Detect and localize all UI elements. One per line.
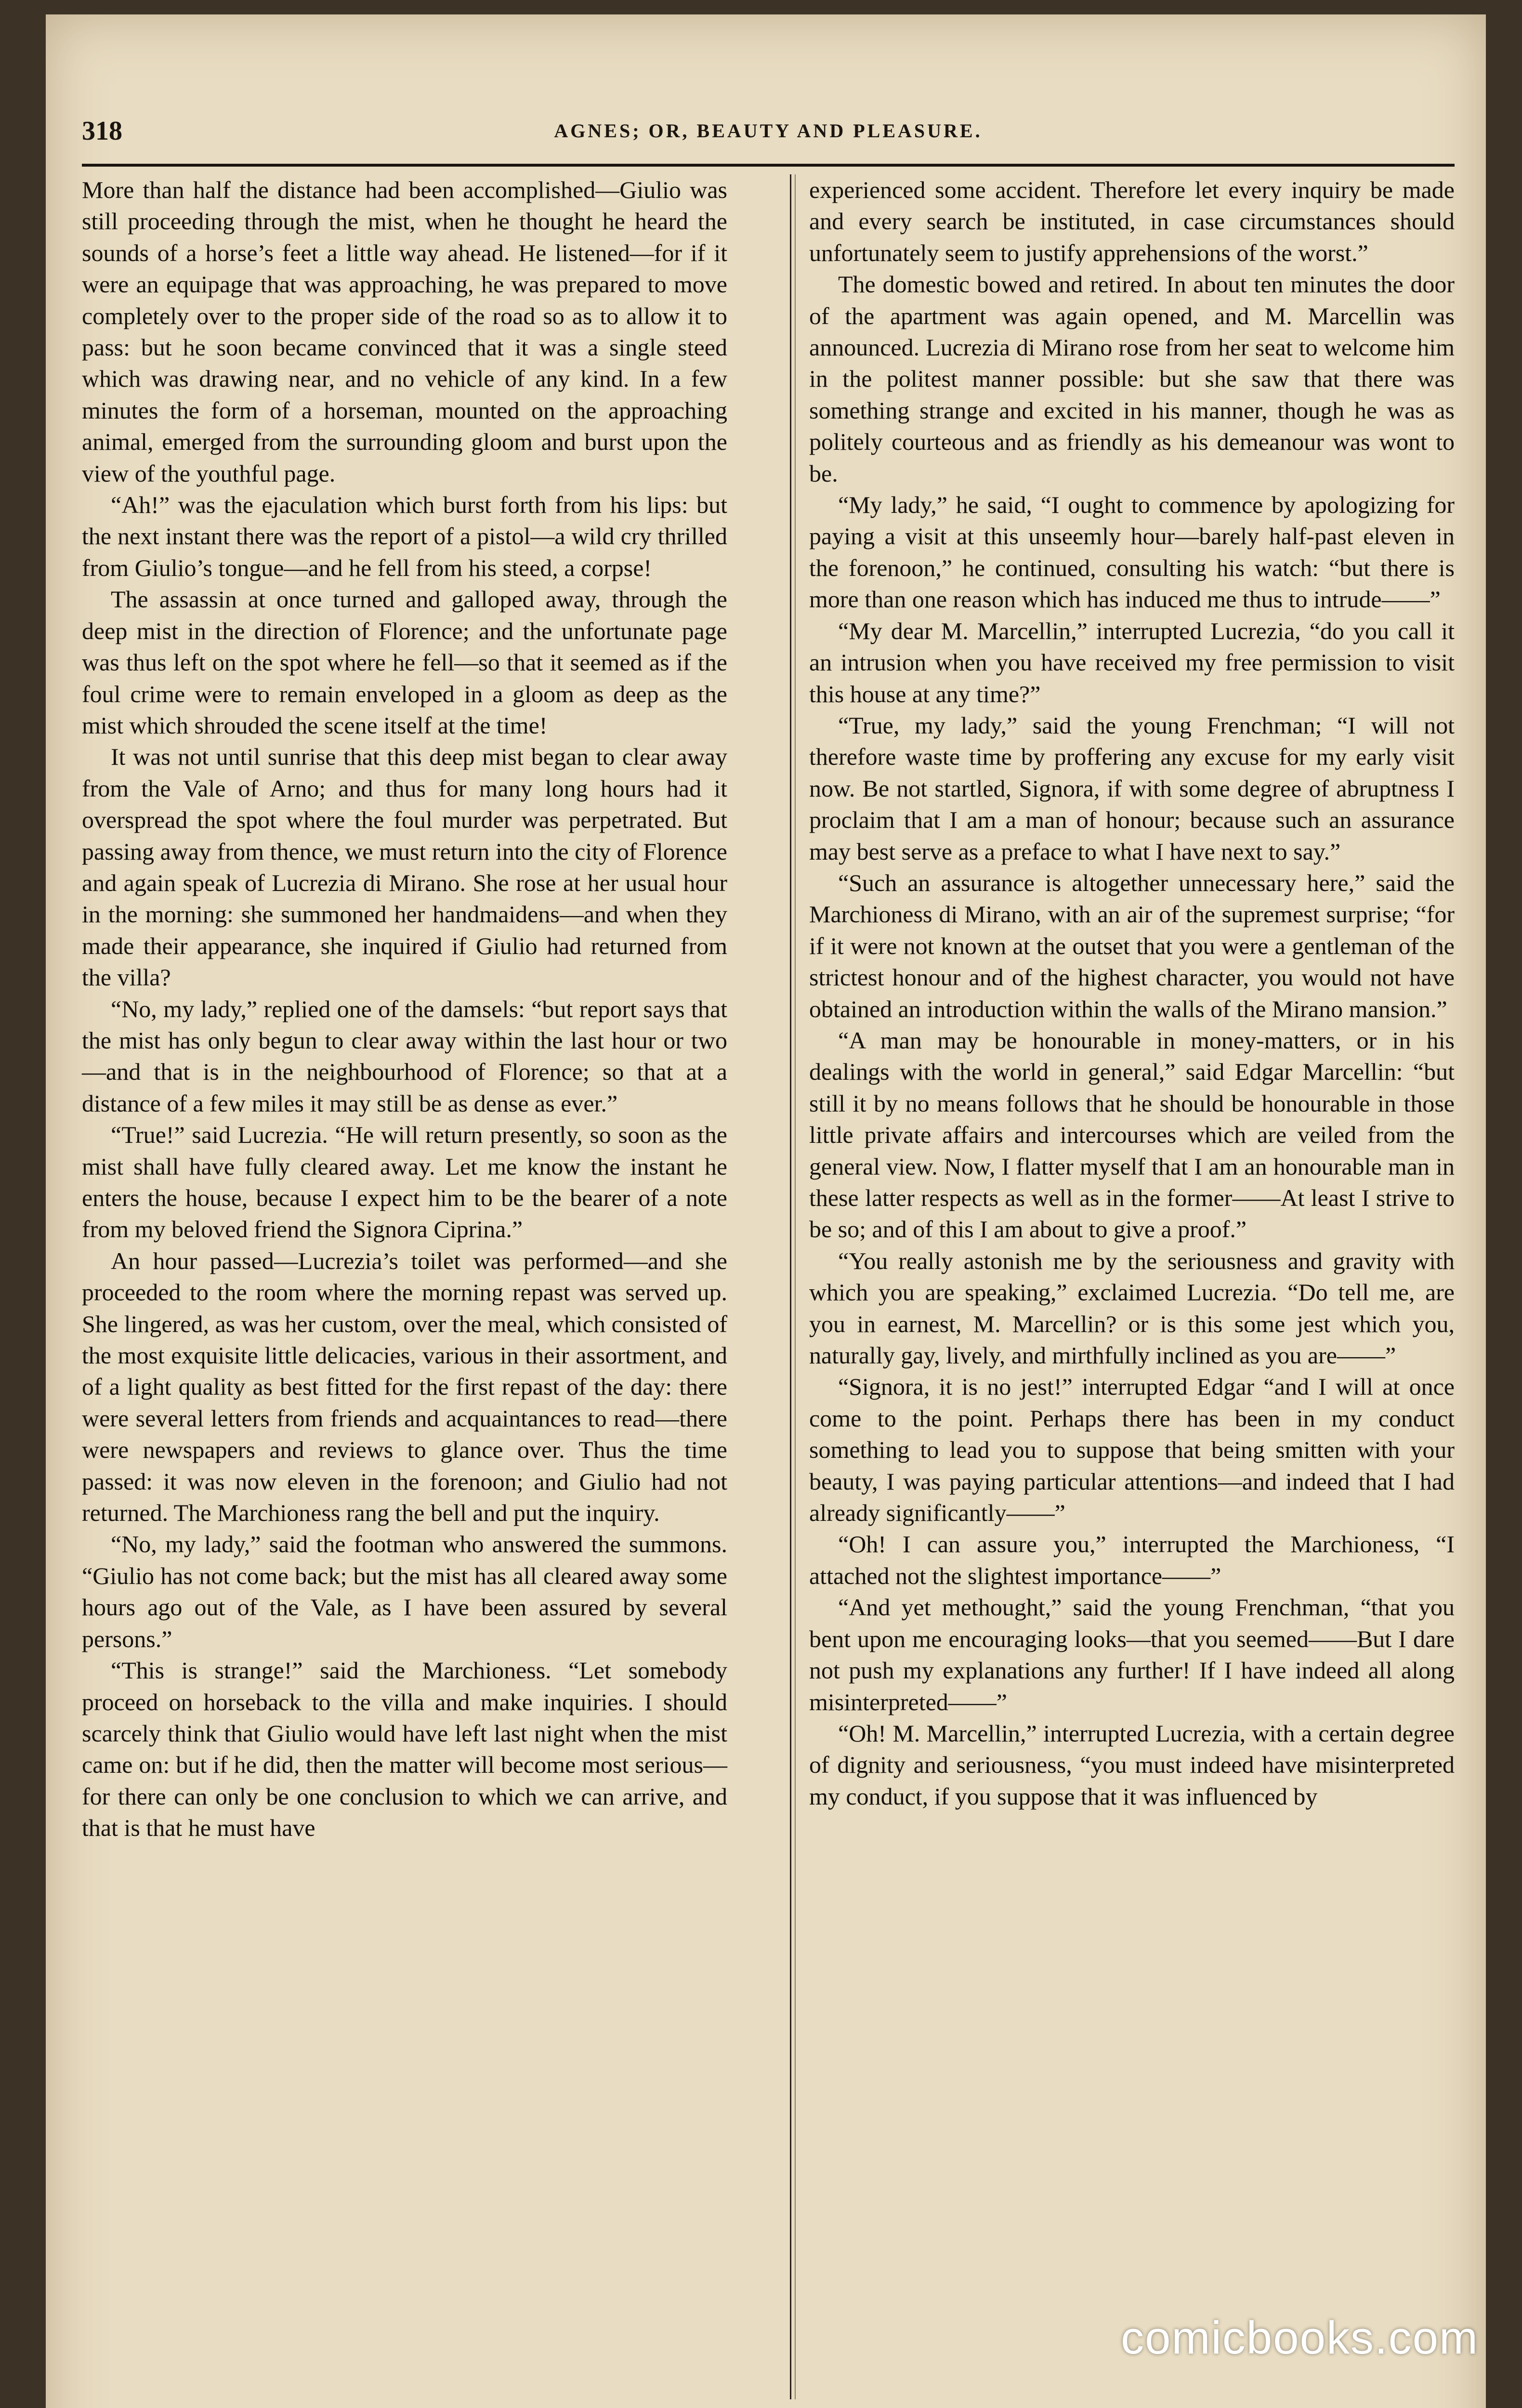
left-column <box>82 174 727 1844</box>
running-header <box>82 111 1455 159</box>
column-divider <box>790 174 791 2399</box>
paragraph: “Oh! I can assure you,” interrupted the Marchioness, “I attached not the slightest importance——” <box>809 1531 1455 1589</box>
paragraph: “Ah!” was the ejaculation which burst forth from his lips: but the next instant there was the report of a pistol—a wild cry thrilled from Giulio’s tongue—and he fell from his steed, a corpse! <box>82 491 727 581</box>
column-divider <box>795 174 796 2399</box>
right-column <box>809 174 1455 1812</box>
paragraph: “No, my lady,” said the footman who answered the summons. “Giulio has not come back; but the mist has all cleared away some hours ago out of the Vale, as I have been assured by several persons.” <box>82 1531 727 1652</box>
paragraph: “You really astonish me by the seriousness and gravity with which you are speaking,” exclaimed Lucrezia. “Do tell me, are you in earnest, M. Marcellin? or is this some jest which you, naturally gay, lively, and mirthfully inclined as you are——” <box>809 1247 1455 1369</box>
paragraph: “True, my lady,” said the young Frenchman; “I will not therefore waste time by proffering any excuse for my early visit now. Be not startled, Signora, if with some degree of abruptness I proclaim that I am a man of honour; because such an assurance may best serve as a preface to what I have next to say.” <box>809 711 1455 865</box>
page-number: 318 <box>82 116 122 146</box>
paragraph: “No, my lady,” replied one of the damsels: “but report says that the mist has only begun to clear away within the last hour or two—and that is in the neighbourhood of Florence; so that at a distance of a few miles it may still be as dense as ever.” <box>82 995 727 1117</box>
paragraph: “My dear M. Marcellin,” interrupted Lucrezia, “do you call it an intrusion when you have received my free permission to visit this house at any time?” <box>809 617 1455 707</box>
paragraph: “True!” said Lucrezia. “He will return presently, so soon as the mist shall have fully cleared away. Let me know the instant he enters the house, because I expect him to be the bearer of a note from my beloved friend the Signora Ciprina.” <box>82 1121 727 1243</box>
header-rule <box>82 164 1455 167</box>
paragraph: experienced some accident. Therefore let every inquiry be made and every search be instituted, in case circumstances should unfortunately seem to justify apprehensions of the worst.” <box>809 176 1455 266</box>
running-title: AGNES; OR, BEAUTY AND PLEASURE. <box>554 120 983 142</box>
paragraph: “A man may be honourable in money-matters, or in his dealings with the world in general,” said Edgar Marcellin: “but still it by no means follows that he should be honourable in those little private affairs and intercourses which are veiled from the general view. Now, I flatter myself that I am an honourable man in these latter respects as well as in the former——At least I strive to be so; and of this I am about to give a proof.” <box>809 1026 1455 1243</box>
paragraph: The domestic bowed and retired. In about ten minutes the door of the apartment was again opened, and M. Marcellin was announced. Lucrezia di Mirano rose from her seat to welcome him in the politest manner possible: but she saw that there was something strange and excited in his manner, though he was as politely courteous and as friendly as his demeanour was wont to be. <box>809 271 1455 487</box>
paragraph: “And yet methought,” said the young Frenchman, “that you bent upon me encouraging looks—that you seemed——But I dare not push my explanations any further! If I have indeed all along misinterpreted——” <box>809 1594 1455 1715</box>
paragraph: “Such an assurance is altogether unnecessary here,” said the Marchioness di Mirano, with an air of the supremest surprise; “for if it were not known at the outset that you were a gentleman of the strictest honour and of the highest character, you would not have obtained an introduction within the walls of the Mirano mansion.” <box>809 869 1455 1022</box>
paragraph: An hour passed—Lucrezia’s toilet was performed—and she proceeded to the room where the morning repast was served up. She lingered, as was her custom, over the meal, which consisted of the most exquisite little delicacies, various in their assortment, and of a light quality as best fitted for the first repast of the day: there were several letters from friends and acquaintances to read—there were newspapers and reviews to glance over. Thus the time passed: it was now eleven in the forenoon; and Giulio had not returned. The Marchioness rang the bell and put the inquiry. <box>82 1247 727 1527</box>
paragraph: “Oh! M. Marcellin,” interrupted Lucrezia, with a certain degree of dignity and seriousness, “you must indeed have misinterpreted my conduct, if you suppose that it was influenced by <box>809 1719 1455 1810</box>
paragraph: “Signora, it is no jest!” interrupted Edgar “and I will at once come to the point. Perhaps there has been in my conduct something to lead you to suppose that being smitten with your beauty, I was paying particular attentions—and indeed that I had already significantly——” <box>809 1373 1455 1527</box>
paragraph: It was not until sunrise that this deep mist began to clear away from the Vale of Arno; and thus for many long hours had it overspread the spot where the foul murder was perpetrated. But passing away from thence, we must return into the city of Florence and again speak of Lucrezia di Mirano. She rose at her usual hour in the morning: she summoned her handmaidens—and when they made their appearance, she inquired if Giulio had returned from the villa? <box>82 743 727 991</box>
paragraph: The assassin at once turned and galloped away, through the deep mist in the direction of Florence; and the unfortunate page was thus left on the spot where he fell—so that it seemed as if the foul crime were to remain enveloped in a gloom as deep as the mist which shrouded the scene itself at the time! <box>82 586 727 739</box>
paragraph: “My lady,” he said, “I ought to commence by apologizing for paying a visit at this unseemly hour—barely half-past eleven in the forenoon,” he continued, consulting his watch: “but there is more than one reason which has induced me thus to intrude——” <box>809 491 1455 613</box>
paragraph: “This is strange!” said the Marchioness. “Let somebody proceed on horseback to the villa and make inquiries. I should scarcely think that Giulio would have left last night when the mist came on: but if he did, then the matter will become most serious—for there can only be one conclusion to which we can arrive, and that is that he must have <box>82 1657 727 1842</box>
watermark: comicbooks.com <box>1121 2312 1479 2364</box>
paragraph: More than half the distance had been accomplished—Giulio was still proceeding through the mist, when he thought he heard the sounds of a horse’s feet a little way ahead. He listened—for if it were an equipage that was approaching, he was prepared to move completely over to the proper side of the road so as to allow it to pass: but he soon became convinced that it was a single steed which was drawing near, and no vehicle of any kind. In a few minutes the form of a horseman, mounted on the approaching animal, emerged from the surrounding gloom and burst upon the view of the youthful page. <box>82 176 727 487</box>
